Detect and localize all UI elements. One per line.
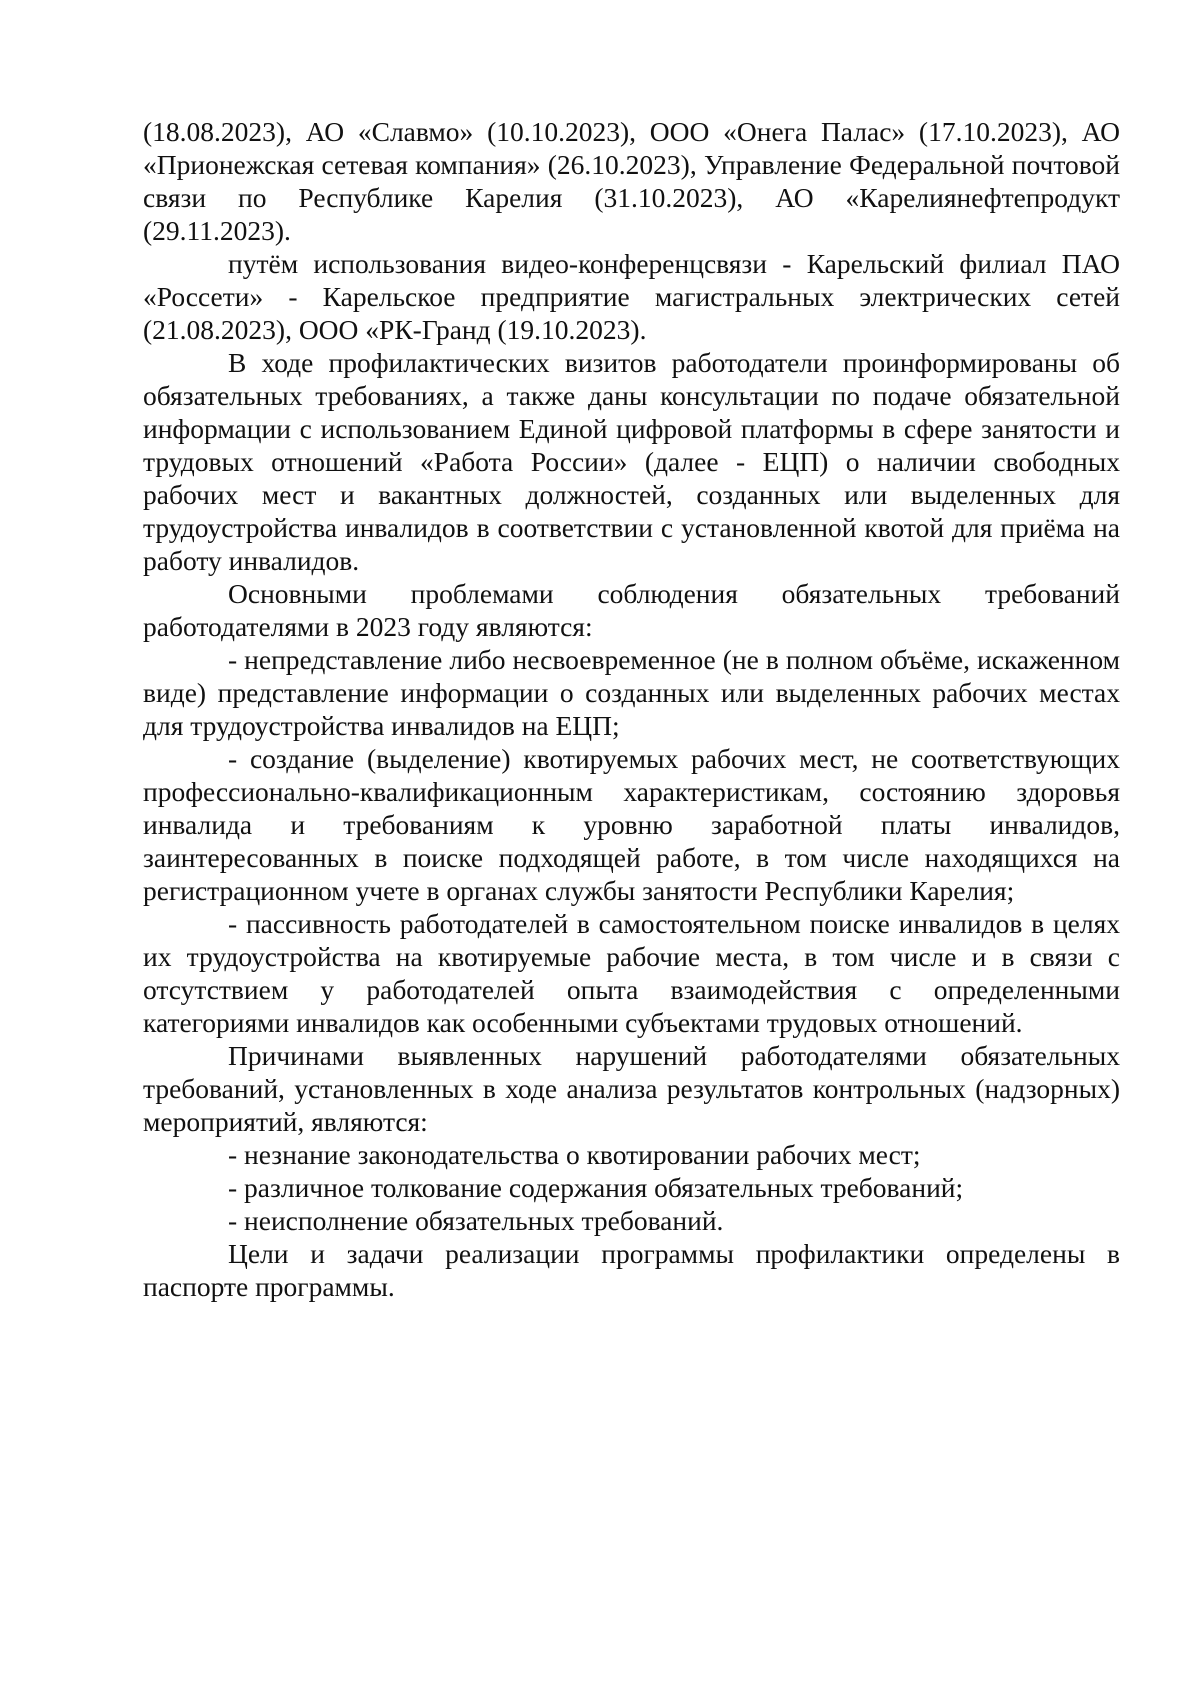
paragraph-cause-item: - незнание законодательства о квотировании рабочих мест; [228, 1139, 921, 1170]
paragraph-cause-item: - различное толкование содержания обязательных требований; [228, 1172, 964, 1203]
paragraph-violation-causes-intro: Причинами выявленных нарушений работодателями обязательных требований, установленных в ходе анализа результатов контрольных (надзорных) мероприятий, являются: [143, 1040, 1120, 1137]
paragraph-video-conference-visits: путём использования видео-конференцсвязи - Карельский филиал ПАО «Россети» - Карельское предприятие магистральных электрических сетей (21.08.2023), ООО «РК-Гранд (19.10.2023). [143, 248, 1120, 345]
paragraph-program-goals: Цели и задачи реализации программы профилактики определены в паспорте программы. [143, 1238, 1120, 1302]
paragraph-preventive-visits-summary: В ходе профилактических визитов работодатели проинформированы об обязательных требованиях, а также даны консультации по подаче обязательной информации с использованием Единой цифровой платформы в сфере занятости и трудовых отношений «Работа России» (далее - ЕЦП) о наличии свободных рабочих мест и вакантных должностей, созданных или выделенных для трудоустройства инвалидов в соответствии с установленной квотой для приёма на работу инвалидов. [143, 347, 1120, 576]
paragraph-employer-visits-list: (18.08.2023), АО «Славмо» (10.10.2023), ООО «Онега Палас» (17.10.2023), АО «Прионежская сетевая компания» (26.10.2023), Управление Федеральной почтовой связи по Республике Карелия (31.10.2023), АО «Карелиянефтепродукт (29.11.2023). [143, 116, 1120, 246]
paragraph-problem-item: - создание (выделение) квотируемых рабочих мест, не соответствующих профессионально-квалификационным характеристикам, состоянию здоровья инвалида и требованиям к уровню заработной платы инвалидов, заинтересованных в поиске подходящей работе, в том числе находящихся на регистрационном учете в органах службы занятости Республики Карелия; [143, 743, 1120, 906]
paragraph-cause-item: - неисполнение обязательных требований. [228, 1205, 724, 1236]
paragraph-main-problems-intro: Основными проблемами соблюдения обязательных требований работодателями в 2023 году являются: [143, 578, 1120, 642]
paragraph-problem-item: - непредставление либо несвоевременное (не в полном объёме, искаженном виде) представление информации о созданных или выделенных рабочих местах для трудоустройства инвалидов на ЕЦП; [143, 644, 1120, 741]
paragraph-problem-item: - пассивность работодателей в самостоятельном поиске инвалидов в целях их трудоустройства на квотируемые рабочие места, в том числе и в связи с отсутствием у работодателей опыта взаимодействия с определенными категориями инвалидов как особенными субъектами трудовых отношений. [143, 908, 1120, 1038]
document-body [143, 115, 1120, 1303]
